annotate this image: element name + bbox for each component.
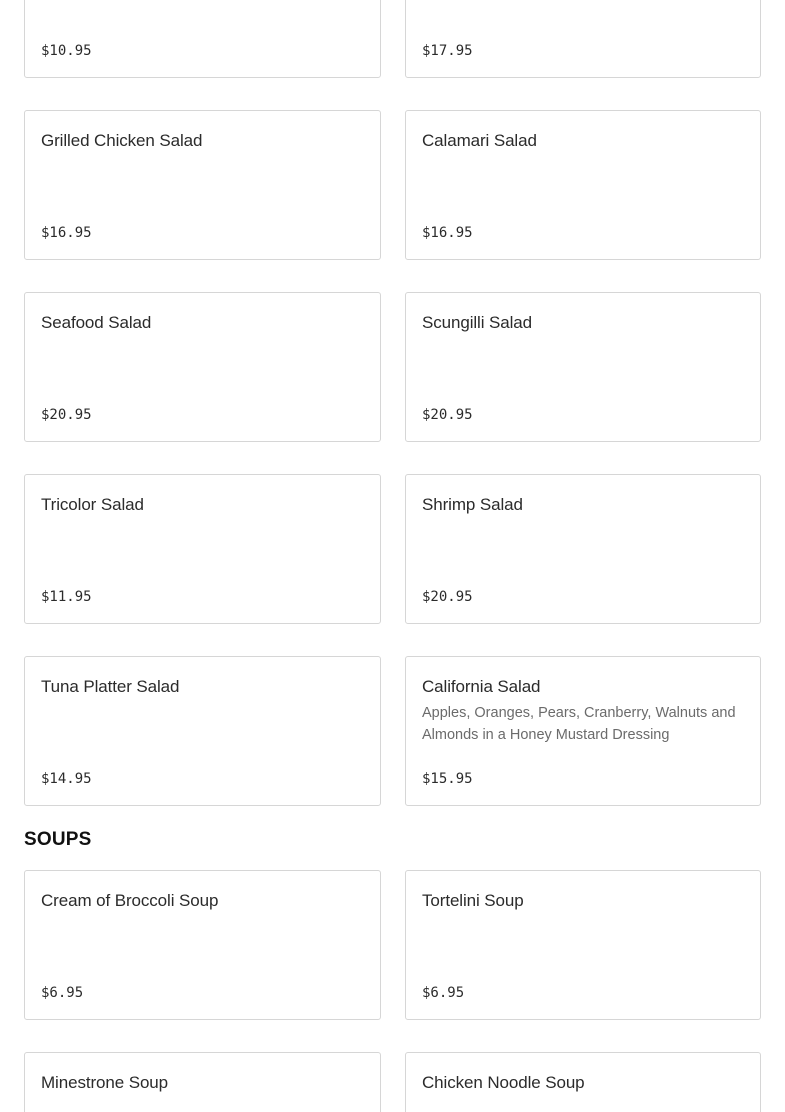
item-name: Chicken Noodle Soup bbox=[422, 1073, 585, 1092]
menu-item-card[interactable] bbox=[24, 474, 381, 624]
item-name: Minestrone Soup bbox=[41, 1073, 169, 1092]
item-name: Tricolor Salad bbox=[41, 495, 144, 514]
menu-item-card[interactable] bbox=[24, 110, 381, 260]
item-price: $17.95 bbox=[422, 43, 473, 59]
menu-item-card[interactable] bbox=[405, 474, 761, 624]
item-price: $15.95 bbox=[422, 771, 473, 787]
item-price: $14.95 bbox=[41, 771, 92, 787]
item-price: $16.95 bbox=[41, 225, 92, 241]
item-price: $6.95 bbox=[41, 985, 84, 1001]
menu-item-card[interactable] bbox=[405, 292, 761, 442]
menu-item-card[interactable] bbox=[24, 292, 381, 442]
item-name: Scungilli Salad bbox=[422, 313, 533, 332]
menu-item-card[interactable] bbox=[405, 656, 761, 806]
menu-item-card[interactable] bbox=[405, 0, 761, 78]
item-price: $20.95 bbox=[41, 407, 92, 423]
section-title-soups: SOUPS bbox=[24, 829, 92, 850]
item-name: Cream of Broccoli Soup bbox=[41, 891, 219, 910]
item-price: $11.95 bbox=[41, 589, 92, 605]
menu-item-card[interactable] bbox=[24, 656, 381, 806]
item-price: $10.95 bbox=[41, 43, 92, 59]
menu-item-card[interactable] bbox=[405, 1052, 761, 1112]
menu-item-card[interactable] bbox=[24, 1052, 381, 1112]
menu-item-card[interactable] bbox=[24, 0, 381, 78]
item-name: Seafood Salad bbox=[41, 313, 152, 332]
item-name: Tuna Platter Salad bbox=[41, 677, 180, 696]
item-description: Apples, Oranges, Pears, Cranberry, Walnuts and Almonds in a Honey Mustard Dressing bbox=[422, 705, 736, 743]
item-name: California Salad bbox=[422, 677, 541, 696]
item-price: $20.95 bbox=[422, 407, 473, 423]
item-name: Calamari Salad bbox=[422, 131, 537, 150]
item-price: $6.95 bbox=[422, 985, 465, 1001]
item-price: $16.95 bbox=[422, 225, 473, 241]
salads-grid bbox=[24, 0, 761, 806]
item-name: Grilled Chicken Salad bbox=[41, 131, 203, 150]
soups-grid bbox=[24, 870, 761, 1112]
item-name: Shrimp Salad bbox=[422, 495, 523, 514]
item-price: $20.95 bbox=[422, 589, 473, 605]
menu-item-card[interactable] bbox=[24, 870, 381, 1020]
menu-item-card[interactable] bbox=[405, 110, 761, 260]
menu-item-card[interactable] bbox=[405, 870, 761, 1020]
item-name: Tortelini Soup bbox=[422, 891, 524, 910]
